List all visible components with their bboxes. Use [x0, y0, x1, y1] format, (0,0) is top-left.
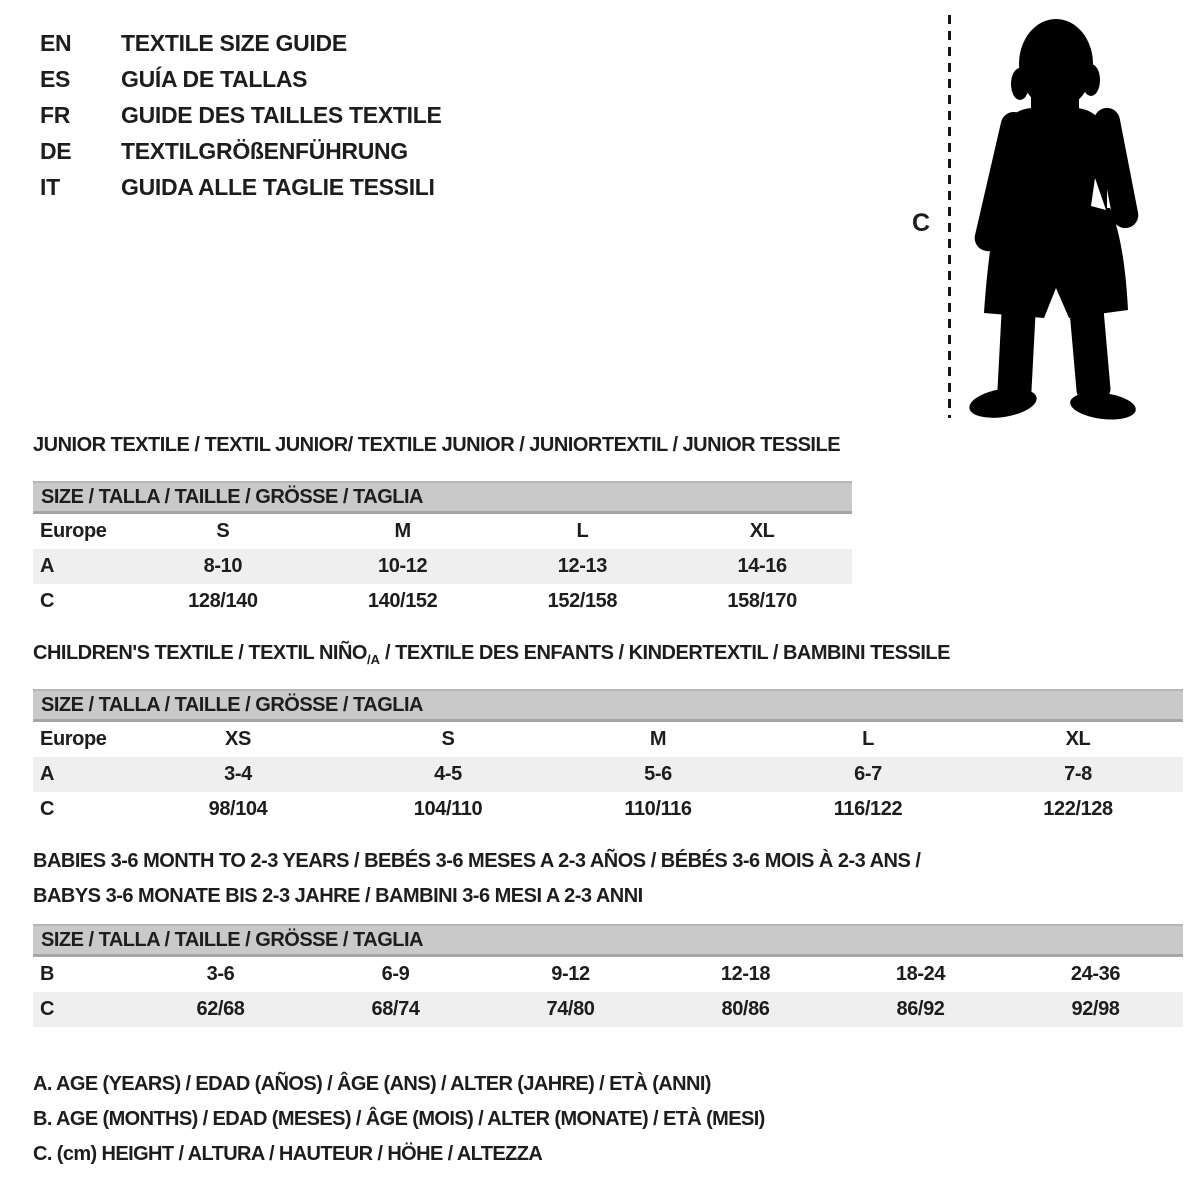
children-col-l: L [862, 728, 874, 750]
lang-label-en: TEXTILE SIZE GUIDE [121, 29, 347, 56]
children-region-label: Europe [40, 728, 107, 750]
babies-size-table [33, 924, 1183, 1027]
table-cell: 98/104 [208, 798, 268, 820]
table-cell: 24-36 [1070, 963, 1121, 985]
height-measure-label: C [912, 209, 931, 237]
babies-row-height-label: C [40, 998, 55, 1020]
table-cell: 3-4 [224, 763, 252, 785]
junior-row-height [33, 584, 852, 619]
table-cell: 116/122 [833, 798, 903, 820]
table-cell: 68/74 [371, 998, 420, 1020]
children-size-table [33, 689, 1183, 827]
children-row-height-label: C [40, 798, 55, 820]
junior-row-age-label: A [40, 555, 55, 577]
junior-col-l: L [576, 520, 589, 542]
lang-row-en [40, 25, 442, 61]
table-cell: 152/158 [547, 590, 618, 612]
lang-row-fr [40, 97, 442, 133]
babies-section-title-line2: BABYS 3-6 MONATE BIS 2-3 JAHRE / BAMBINI 3-6 MESI A 2-3 ANNI [33, 885, 643, 907]
junior-columns-row [33, 514, 852, 549]
table-cell: 104/110 [413, 798, 483, 820]
junior-col-xl: XL [749, 520, 775, 542]
table-cell: 6-7 [854, 763, 882, 785]
legend-line-b: B. AGE (MONTHS) / EDAD (MESES) / ÂGE (MOIS) / ALTER (MONATE) / ETÀ (MESI) [33, 1108, 765, 1130]
table-cell: 110/116 [624, 798, 692, 820]
table-cell: 122/128 [1043, 798, 1113, 820]
junior-size-table-header: SIZE / TALLA / TAILLE / GRÖSSE / TAGLIA [33, 481, 852, 514]
junior-region-label: Europe [40, 520, 107, 542]
lang-code-en: EN [40, 29, 72, 56]
children-row-age-label: A [40, 763, 55, 785]
table-cell: 128/140 [188, 590, 258, 612]
table-cell: 4-5 [434, 763, 462, 785]
babies-row-height [33, 992, 1183, 1027]
height-measure-dashed-line [948, 15, 951, 418]
table-cell: 62/68 [196, 998, 245, 1020]
table-cell: 7-8 [1064, 763, 1092, 785]
children-title-pre: CHILDREN'S TEXTILE / TEXTIL NIÑO [33, 642, 367, 664]
lang-label-it: GUIDA ALLE TAGLIE TESSILI [121, 173, 435, 200]
children-col-xl: XL [1065, 728, 1091, 750]
babies-size-table-header: SIZE / TALLA / TAILLE / GRÖSSE / TAGLIA [33, 924, 1183, 957]
lang-code-fr: FR [40, 101, 71, 128]
junior-col-s: S [216, 520, 230, 542]
junior-size-table [33, 481, 852, 619]
table-cell: 12-18 [720, 963, 771, 985]
babies-row-months-label: B [40, 963, 55, 985]
children-col-xs: XS [225, 728, 251, 750]
children-col-m: M [649, 728, 667, 750]
table-cell: 92/98 [1071, 998, 1120, 1020]
table-cell: 140/152 [367, 590, 438, 612]
babies-section-title-line1: BABIES 3-6 MONTH TO 2-3 YEARS / BEBÉS 3-6 MESES A 2-3 AÑOS / BÉBÉS 3-6 MOIS À 2-3 ANS / [33, 850, 921, 872]
children-columns-row [33, 722, 1183, 757]
table-cell: 18-24 [895, 963, 946, 985]
table-cell: 10-12 [378, 555, 428, 577]
table-cell: 12-13 [557, 555, 607, 577]
children-section-title [33, 642, 950, 667]
children-size-table-header: SIZE / TALLA / TAILLE / GRÖSSE / TAGLIA [33, 689, 1183, 722]
lang-code-de: DE [40, 137, 72, 164]
lang-row-es [40, 61, 442, 97]
children-title-sub: /A [366, 652, 380, 667]
table-cell: 8-10 [203, 555, 243, 577]
junior-row-age [33, 549, 852, 584]
legend-line-a: A. AGE (YEARS) / EDAD (AÑOS) / ÂGE (ANS) / ALTER (JAHRE) / ETÀ (ANNI) [33, 1073, 711, 1095]
junior-section-title: JUNIOR TEXTILE / TEXTIL JUNIOR/ TEXTILE JUNIOR / JUNIORTEXTIL / JUNIOR TESSILE [33, 434, 841, 456]
legend-block [33, 1068, 765, 1173]
lang-label-fr: GUIDE DES TAILLES TEXTILE [121, 101, 442, 128]
table-cell: 3-6 [206, 963, 235, 985]
lang-code-it: IT [40, 173, 60, 200]
table-cell: 80/86 [721, 998, 770, 1020]
junior-col-m: M [394, 520, 411, 542]
table-cell: 86/92 [896, 998, 945, 1020]
children-title-post: / TEXTILE DES ENFANTS / KINDERTEXTIL / BAMBINI TESSILE [379, 642, 950, 664]
babies-row-months [33, 957, 1183, 992]
baby-silhouette-icon [965, 16, 1140, 424]
table-cell: 158/170 [727, 590, 797, 612]
children-row-age [33, 757, 1183, 792]
table-cell: 9-12 [551, 963, 590, 985]
junior-row-height-label: C [40, 590, 55, 612]
lang-label-de: TEXTILGRÖßENFÜHRUNG [121, 137, 408, 164]
legend-line-c: C. (cm) HEIGHT / ALTURA / HAUTEUR / HÖHE / ALTEZZA [33, 1143, 543, 1165]
table-cell: 14-16 [737, 555, 787, 577]
children-row-height [33, 792, 1183, 827]
lang-label-es: GUÍA DE TALLAS [121, 65, 308, 92]
lang-row-de [40, 133, 442, 169]
table-cell: 74/80 [546, 998, 595, 1020]
table-cell: 6-9 [381, 963, 410, 985]
lang-row-it [40, 169, 442, 205]
table-cell: 5-6 [644, 763, 672, 785]
lang-code-es: ES [40, 65, 71, 92]
children-col-s: S [441, 728, 455, 750]
language-header-block [40, 25, 442, 205]
